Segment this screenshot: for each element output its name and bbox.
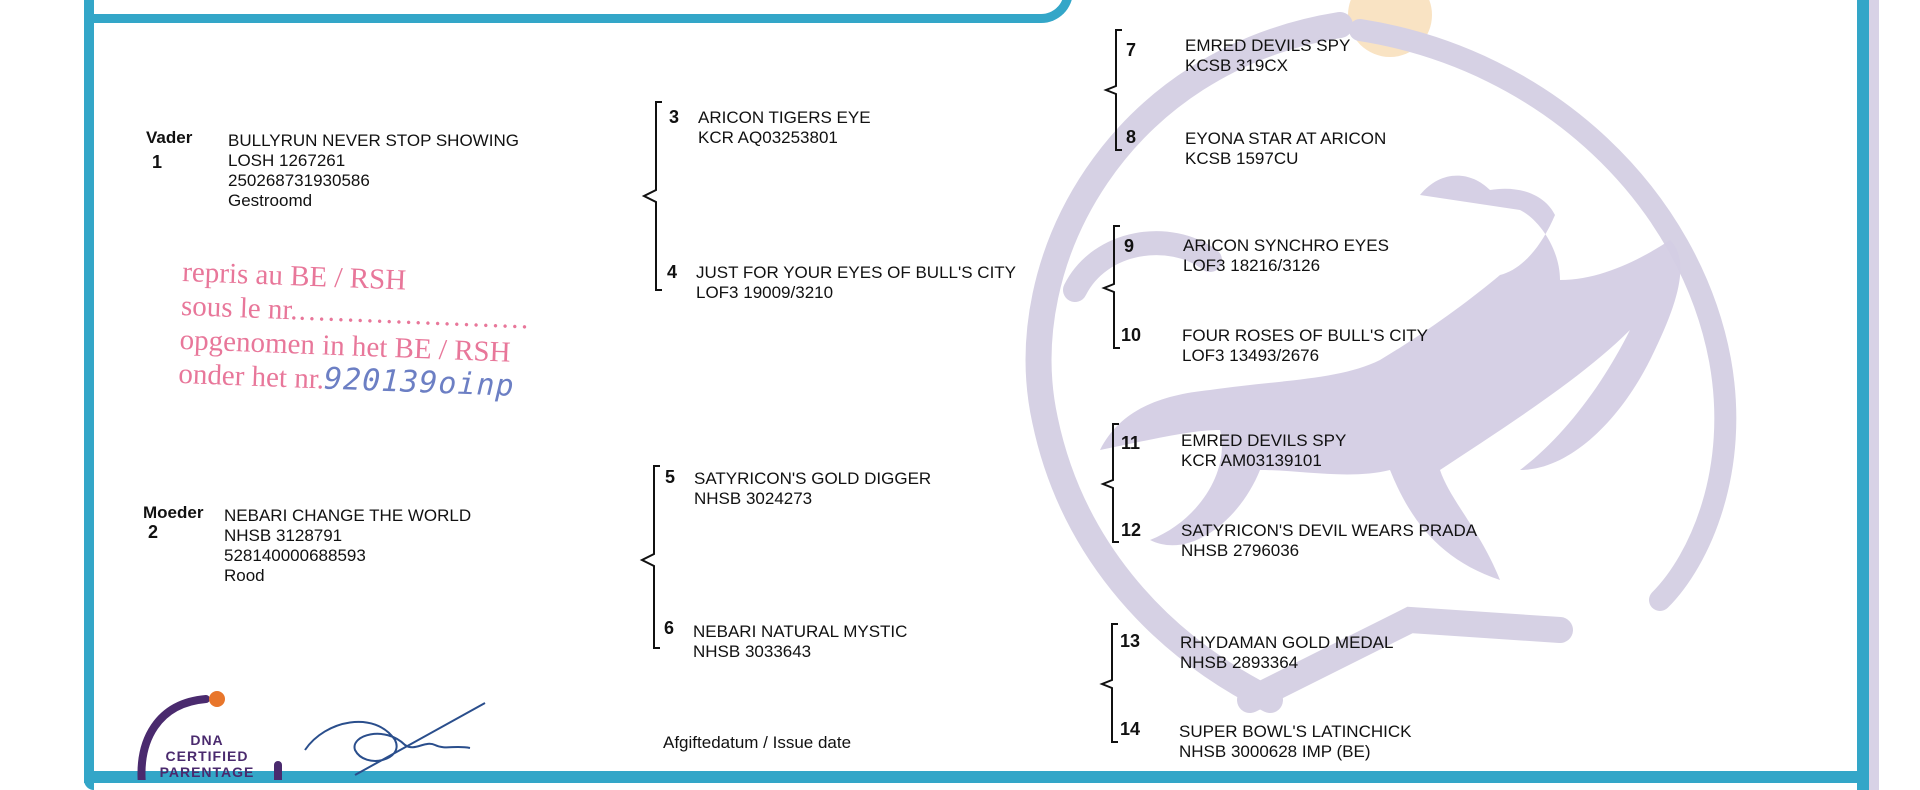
grandparent-5-number: 5 [665, 467, 676, 487]
mother-name: NEBARI CHANGE THE WORLD [224, 506, 472, 525]
great-grandparent-9-name: ARICON SYNCHRO EYES [1183, 236, 1389, 255]
great-grandparent-13-registration: NHSB 2893364 [1180, 653, 1299, 672]
grandparent-6-registration: NHSB 3033643 [693, 642, 812, 661]
father-chip: 250268731930586 [228, 171, 370, 190]
grandparent-3-name: ARICON TIGERS EYE [698, 108, 871, 127]
bracket-sire-side [640, 98, 670, 294]
great-grandparent-8-number: 8 [1126, 127, 1137, 147]
frame-right-shadow [1869, 0, 1879, 790]
great-grandparent-13-number: 13 [1120, 631, 1141, 651]
father-number: 1 [152, 152, 163, 172]
mother-color: Rood [224, 566, 265, 585]
stamp-line-2: sous le nr.…………………… [180, 289, 531, 336]
father-registration: LOSH 1267261 [228, 151, 346, 170]
mother-number: 2 [148, 522, 159, 542]
great-grandparent-11-registration: KCR AM03139101 [1181, 451, 1322, 470]
grandparent-5-name: SATYRICON'S GOLD DIGGER [694, 469, 932, 488]
great-grandparent-10-name: FOUR ROSES OF BULL'S CITY [1182, 326, 1429, 345]
great-grandparent-11-number: 11 [1121, 433, 1141, 453]
great-grandparent-9-registration: LOF3 18216/3126 [1183, 256, 1321, 275]
grandparent-3-number: 3 [669, 107, 680, 127]
stamp-line-4-text: onder het nr. [177, 357, 325, 396]
bracket-7-8 [1102, 26, 1128, 154]
great-grandparent-14-registration: NHSB 3000628 IMP (BE) [1179, 742, 1371, 761]
grandparent-6-name: NEBARI NATURAL MYSTIC [693, 622, 908, 641]
great-grandparent-12-registration: NHSB 2796036 [1181, 541, 1300, 560]
grandparent-4-number: 4 [667, 262, 678, 282]
great-grandparent-7-registration: KCSB 319CX [1185, 56, 1288, 75]
dna-logo-line-1: DNA [190, 732, 224, 748]
dna-logo-line-2: CERTIFIED [165, 748, 249, 764]
father-color: Gestroomd [228, 191, 313, 210]
mother-registration: NHSB 3128791 [224, 526, 343, 545]
great-grandparent-14-name: SUPER BOWL'S LATINCHICK [1179, 722, 1412, 741]
great-grandparent-10-number: 10 [1121, 325, 1142, 345]
great-grandparent-7-name: EMRED DEVILS SPY [1185, 36, 1351, 55]
mother-chip: 528140000688593 [224, 546, 366, 565]
great-grandparent-8-registration: KCSB 1597CU [1185, 149, 1299, 168]
great-grandparent-8-name: EYONA STAR AT ARICON [1185, 129, 1387, 148]
father-name: BULLYRUN NEVER STOP SHOWING [228, 131, 519, 150]
great-grandparent-13-name: RHYDAMAN GOLD MEDAL [1180, 633, 1394, 652]
great-grandparent-9-number: 9 [1124, 236, 1135, 256]
signature [295, 700, 495, 780]
stamp-line-1: repris au BE / RSH [181, 255, 407, 297]
issue-date-label: Afgiftedatum / Issue date [663, 733, 852, 752]
great-grandparent-10-registration: LOF3 13493/2676 [1182, 346, 1320, 365]
father-role-label: Vader [146, 128, 193, 147]
grandparent-5-registration: NHSB 3024273 [694, 489, 813, 508]
grandparent-6-number: 6 [664, 618, 675, 638]
grandparent-3-registration: KCR AQ03253801 [698, 128, 838, 147]
frame-top-border [84, 0, 1073, 23]
grandparent-4-registration: LOF3 19009/3210 [696, 283, 834, 302]
dna-logo-line-3: PARENTAGE [159, 764, 255, 780]
great-grandparent-14-number: 14 [1120, 719, 1141, 739]
frame-left-border [84, 0, 94, 790]
mother-role-label: Moeder [143, 503, 204, 522]
great-grandparent-7-number: 7 [1126, 40, 1137, 60]
stamp-handwritten-number: 920139oinp [323, 361, 516, 404]
great-grandparent-12-number: 12 [1121, 520, 1142, 540]
registry-stamp [178, 255, 532, 404]
great-grandparent-12-name: SATYRICON'S DEVIL WEARS PRADA [1181, 521, 1478, 540]
grandparent-4-name: JUST FOR YOUR EYES OF BULL'S CITY [696, 263, 1017, 282]
great-grandparent-11-name: EMRED DEVILS SPY [1181, 431, 1347, 450]
frame-right-border [1857, 0, 1869, 790]
stamp-line-3: opgenomen in het BE / RSH [179, 323, 512, 369]
dna-logo-text [142, 732, 272, 780]
